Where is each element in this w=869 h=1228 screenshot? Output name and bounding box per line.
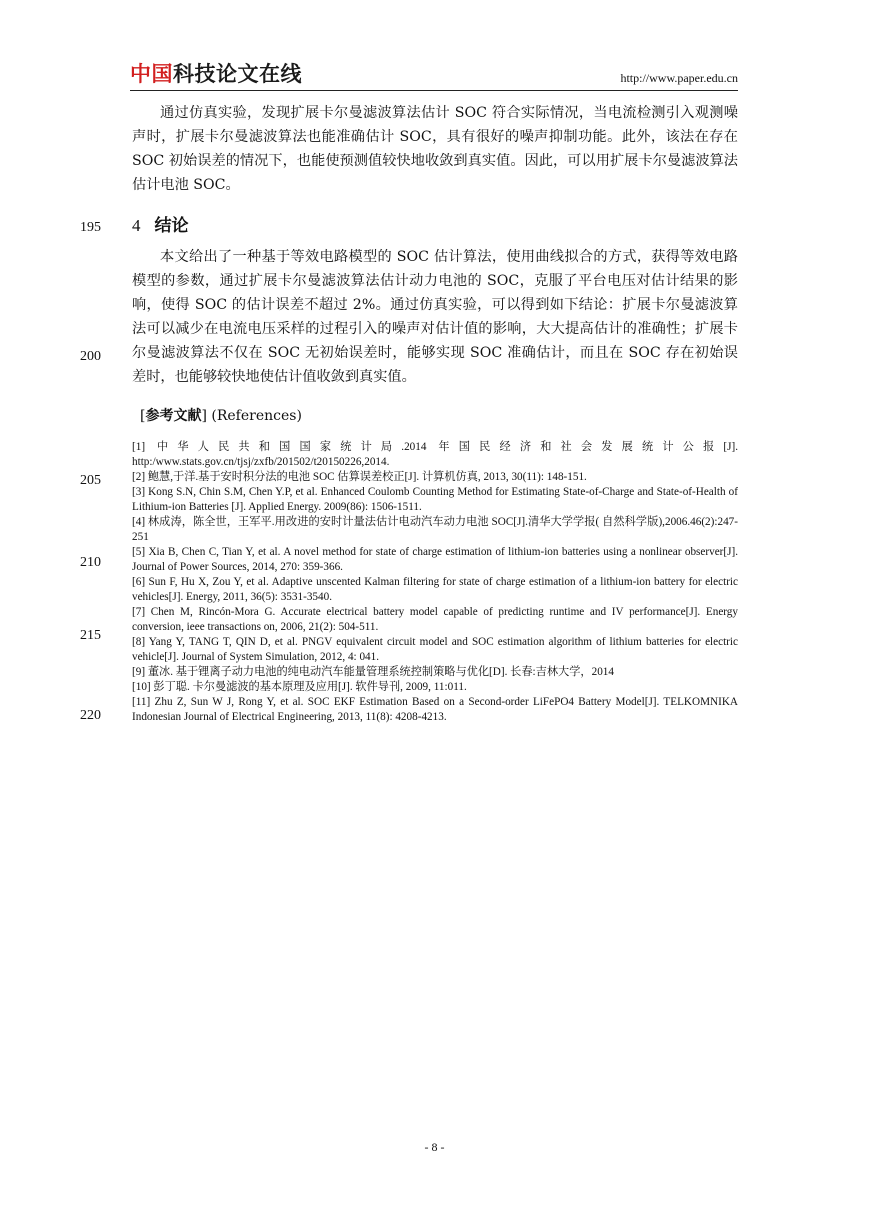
line-number-215: 215 bbox=[80, 628, 101, 643]
section-heading bbox=[132, 215, 189, 237]
reference-item-10: [10] 彭丁聪. 卡尔曼滤波的基本原理及应用[J]. 软件导刊, 2009, 11:011. bbox=[132, 681, 467, 693]
reference-item-9: [9] 董冰. 基于锂离子动力电池的纯电动汽车能量管理系统控制策略与优化[D]. 长春:吉林大学，2014 bbox=[132, 666, 614, 678]
reference-item-6: [6] Sun F, Hu X, Zou Y, et al. Adaptive unscented Kalman filtering for state of charge estimation of a lithium-ion battery for electric vehicles[J]. Energy, 2011, 36(5): 3531-3540. bbox=[132, 576, 738, 603]
line-number-195: 195 bbox=[80, 220, 101, 235]
reference-item-4: [4] 林成涛，陈全世，王军平.用改进的安时计量法估计电动汽车动力电池 SOC[J].清华大学学报( 自然科学版),2006.46(2):247-251 bbox=[132, 516, 738, 543]
reference-item-2: [2] 鲍慧,于洋.基于安时积分法的电池 SOC 估算误差校正[J]. 计算机仿真, 2013, 30(11): 148-151. bbox=[132, 471, 587, 483]
reference-item-1: [1] 中华人民共和国国家统计局.2014 年国民经济和社会发展统计公报[J]. http:/www.stats.gov.cn/tjsj/zxfb/201502/t20150226,2014. bbox=[132, 441, 738, 468]
reference-list bbox=[132, 440, 738, 725]
section-title: 结论 bbox=[154, 216, 189, 236]
line-number-210: 210 bbox=[80, 555, 101, 570]
reference-item-3: [3] Kong S.N, Chin S.M, Chen Y.P, et al. Enhanced Coulomb Counting Method for Estimating State-of-Charge and State-of-Health of Lithium-ion Batteries [J]. Applied Energy. 2009(86): 1506-1511. bbox=[132, 486, 738, 513]
line-number-220: 220 bbox=[80, 708, 101, 723]
site-url[interactable]: http://www.paper.edu.cn bbox=[620, 71, 738, 85]
references-heading-en: (References) bbox=[211, 408, 302, 424]
body-paragraph-2: 本文给出了一种基于等效电路模型的 SOC 估计算法，使用曲线拟合的方式，获得等效电路模型的参数，通过扩展卡尔曼滤波算法估计动力电池的 SOC，克服了平台电压对估计结果的影响，使得 SOC 的估计误差不超过 2%。通过仿真实验，可以得到如下结论：扩展卡尔曼滤波算法可以减少在电流电压采样的过程引入的噪声对估计值的影响，大大提高估计的准确性；扩展卡尔曼滤波算法不仅在 SOC 无初始误差时，能够实现 SOC 准确估计，而且在 SOC 存在初始误差时，也能够较快地使估计值收敛到真实值。 bbox=[132, 249, 738, 385]
section-number: 4 bbox=[132, 216, 141, 235]
reference-item-8: [8] Yang Y, TANG T, QIN D, et al. PNGV equivalent circuit model and SOC estimation algorithm of lithium batteries for electric vehicle[J]. Journal of System Simulation, 2012, 4: 041. bbox=[132, 636, 738, 663]
bracket-close: ] bbox=[201, 408, 207, 424]
page-header bbox=[130, 62, 738, 91]
line-number-205: 205 bbox=[80, 473, 101, 488]
site-logo bbox=[130, 62, 302, 86]
logo-red-text: 中国 bbox=[130, 62, 173, 86]
references-heading bbox=[140, 406, 302, 426]
bracket-open: [ bbox=[140, 408, 146, 424]
references-heading-cn: 参考文献 bbox=[145, 408, 202, 424]
body-paragraph-1: 通过仿真实验，发现扩展卡尔曼滤波算法估计 SOC 符合实际情况，当电流检测引入观测噪声时，扩展卡尔曼滤波算法也能准确估计 SOC，具有很好的噪声抑制功能。此外，该法在存在 SOC 初始误差的情况下，也能使预测值较快地收敛到真实值。因此，可以用扩展卡尔曼滤波算法估计电池 SOC。 bbox=[132, 105, 738, 193]
reference-item-11: [11] Zhu Z, Sun W J, Rong Y, et al. SOC EKF Estimation Based on a Second-order LiFePO4 Battery Model[J]. TELKOMNIKA Indonesian Journal of Electrical Engineering, 2013, 11(8): 4208-4213. bbox=[132, 696, 738, 723]
logo-dark-text: 科技论文在线 bbox=[173, 62, 302, 86]
reference-item-7: [7] Chen M, Rincón-Mora G. Accurate electrical battery model capable of predicting runtime and IV performance[J]. Energy conversion, ieee transactions on, 2006, 21(2): 504-511. bbox=[132, 606, 738, 633]
reference-item-5: [5] Xia B, Chen C, Tian Y, et al. A novel method for state of charge estimation of lithium-ion batteries using a nonlinear observer[J]. Journal of Power Sources, 2014, 270: 359-366. bbox=[132, 546, 738, 573]
line-number-200: 200 bbox=[80, 349, 101, 364]
page-number: - 8 - bbox=[424, 1140, 445, 1154]
